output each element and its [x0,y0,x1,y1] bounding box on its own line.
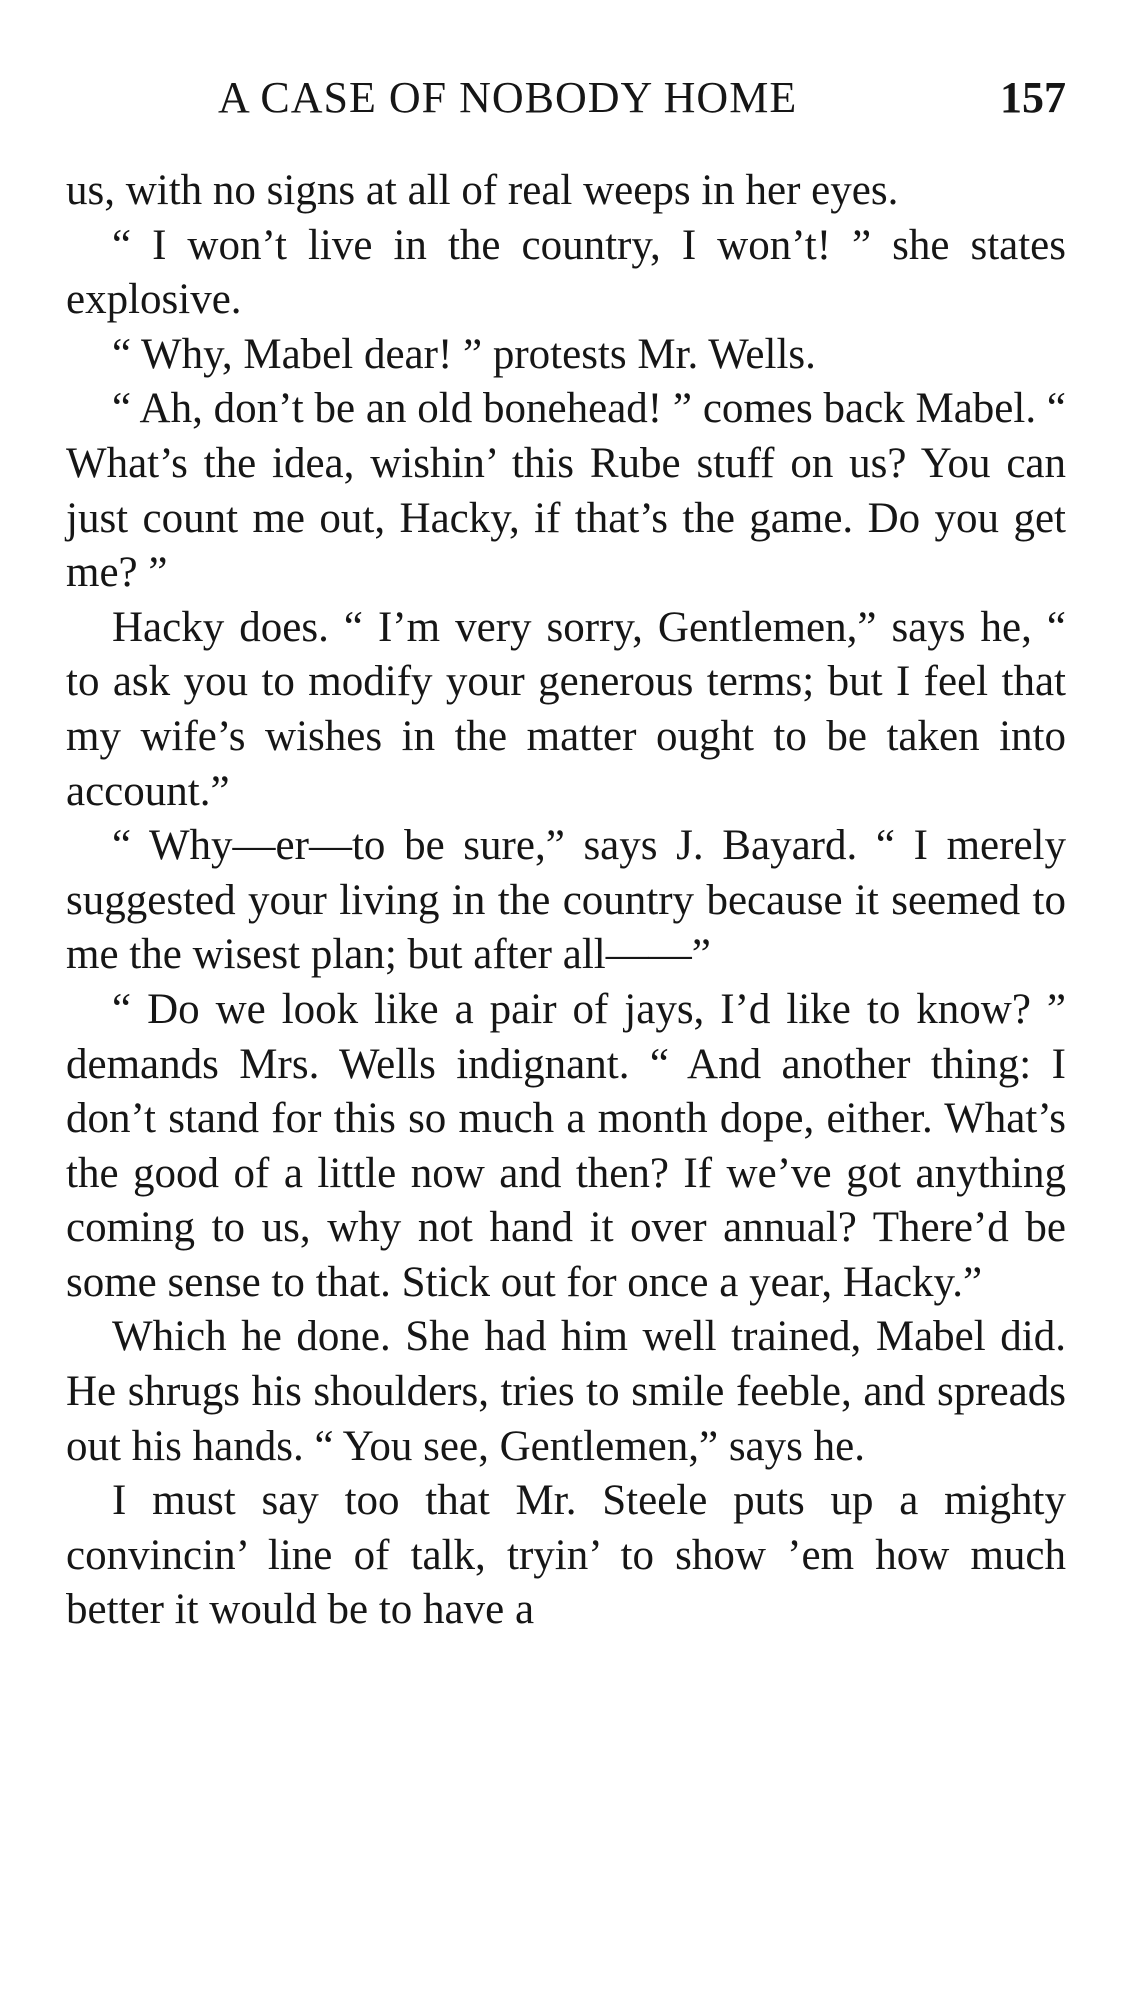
paragraph: Which he done. She had him well trained, Mabel did. He shrugs his shoulders, tries to smile feeble, and spreads out his hands. “ You see, Gentlemen,” says he. [66,1313,1066,1470]
body-text [66,164,1066,1638]
paragraph: Hacky does. “ I’m very sorry, Gentlemen,” says he, “ to ask you to modify your generous terms; but I feel that my wife’s wishes in the matter ought to be taken into account.” [66,603,1066,815]
page-header [66,72,1066,132]
paragraph: “ Why, Mabel dear! ” protests Mr. Wells. [112,330,816,378]
paragraph: “ Ah, don’t be an old bonehead! ” comes back Mabel. “ What’s the idea, wishin’ this Rube stuff on us? You can just count me out, Hacky, if that’s the game. Do you get me? ” [66,385,1066,597]
paragraph: us, with no signs at all of real weeps in her eyes. [66,167,899,214]
running-head: A CASE OF NOBODY HOME [218,73,798,122]
paragraph: I must say too that Mr. Steele puts up a mighty convincin’ line of talk, tryin’ to show ’em how much better it would be to have a [66,1477,1066,1634]
paragraph: “ Do we look like a pair of jays, I’d like to know? ” demands Mrs. Wells indignant. “ And another thing: I don’t stand for this so much a month dope, either. What’s the good of a little now and then? If we’ve got anything coming to us, why not hand it over annual? There’d be some sense to that. Stick out for once a year, Hacky.” [66,985,1066,1306]
paragraph: “ Why—er—to be sure,” says J. Bayard. “ I merely suggested your living in the country because it seemed to me the wisest plan; but after all——” [66,822,1066,979]
paragraph: “ I won’t live in the country, I won’t! ” she states explosive. [66,221,1066,324]
page-number: 157 [1000,73,1066,122]
